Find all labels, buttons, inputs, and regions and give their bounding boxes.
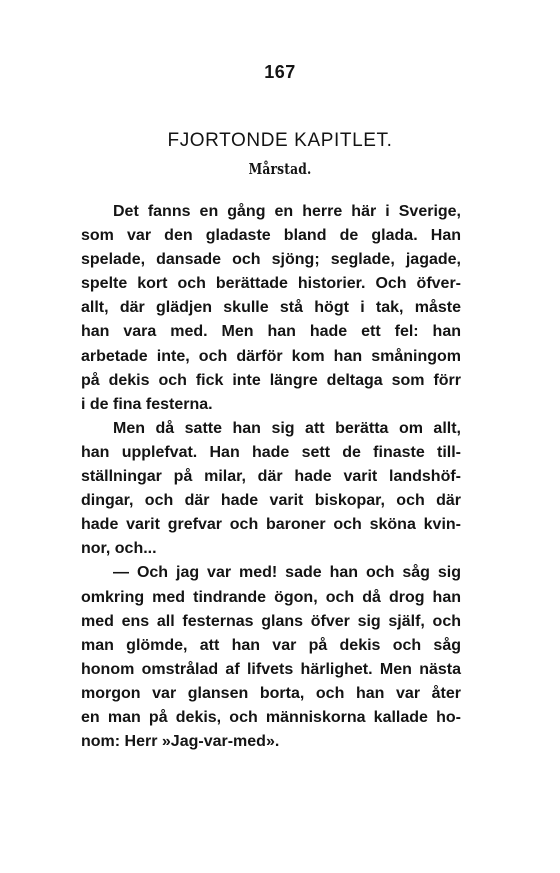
- text-line: han vara med. Men han hade ett fel: han: [81, 323, 461, 341]
- text-line: ställningar på milar, där hade varit landshöf-: [81, 468, 461, 486]
- text-line: en man på dekis, och människorna kallade ho-: [81, 708, 461, 726]
- text-line: dingar, och där hade varit biskopar, och där: [81, 492, 461, 510]
- text-line: med ens all festernas glans öfver sig själf, och: [81, 612, 461, 630]
- text-line: på dekis och fick inte längre deltaga som förr: [81, 371, 461, 389]
- text-line: hade varit grefvar och baroner och sköna kvin-: [81, 516, 461, 534]
- text-line: arbetade inte, och därför kom han småningom: [81, 347, 461, 365]
- text-line: nom: Herr »Jag-var-med».: [81, 733, 280, 751]
- text-line: Men då satte han sig att berätta om allt,: [113, 419, 461, 437]
- text-line: han upplefvat. Han hade sett de finaste till-: [81, 443, 461, 461]
- text-line: nor, och...: [81, 540, 157, 558]
- text-line: allt, där glädjen skulle stå högt i tak, måste: [81, 299, 461, 317]
- page-number: 167: [264, 62, 296, 82]
- body-text: [81, 200, 461, 754]
- text-line: omkring med tindrande ögon, och då drog han: [81, 588, 461, 606]
- text-line: morgon var glansen borta, och han var åter: [81, 684, 461, 702]
- text-line: man glömde, att han var på dekis och såg: [81, 636, 461, 654]
- text-line: — Och jag var med! sade han och såg sig: [113, 564, 461, 582]
- text-line: Det fanns en gång en herre här i Sverige,: [113, 203, 461, 220]
- chapter-title: FJORTONDE KAPITLET.: [167, 130, 393, 151]
- text-line: i de fina festerna.: [81, 395, 213, 413]
- text-line: spelte kort och berättade historier. Och öfver-: [81, 275, 461, 293]
- chapter-subtitle: Mårstad.: [248, 160, 312, 178]
- text-line: spelade, dansade och sjöng; seglade, jagade,: [81, 251, 461, 269]
- text-line: honom omstrålad af lifvets härlighet. Men nästa: [81, 660, 461, 678]
- text-line: som var den gladaste bland de glada. Han: [81, 227, 461, 245]
